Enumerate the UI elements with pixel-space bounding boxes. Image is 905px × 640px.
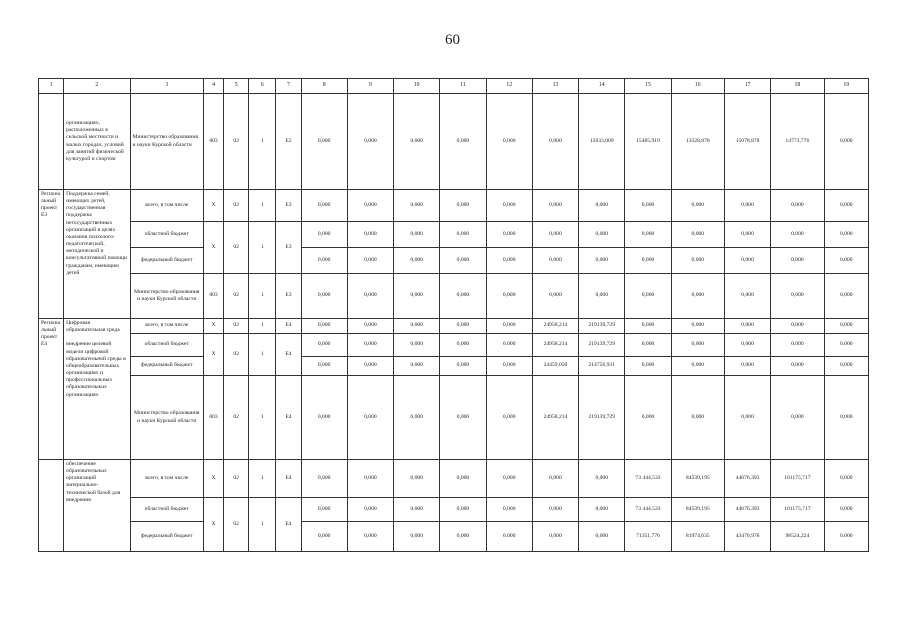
column-header: 16	[671, 79, 724, 94]
table-row	[39, 319, 869, 334]
table-cell: 02	[224, 94, 249, 190]
activity-description: обеспечение образовательных организаций материально-технической базой для внедрения	[64, 460, 130, 552]
table-cell: 0,000	[724, 376, 770, 460]
table-row	[39, 222, 869, 248]
table-cell: 0,000	[394, 190, 440, 222]
table-cell: 0,000	[486, 498, 532, 522]
table-cell: 0,000	[347, 248, 393, 274]
table-cell: 0,000	[579, 248, 625, 274]
table-cell: 0,000	[440, 94, 486, 190]
column-header: 9	[347, 79, 393, 94]
table-cell: 0,000	[579, 522, 625, 552]
table-cell: 0,000	[532, 274, 578, 319]
empty-cell	[39, 460, 64, 552]
table-cell: 0,000	[532, 460, 578, 498]
table-row	[39, 274, 869, 319]
table-row	[39, 357, 869, 376]
table-cell: 0,000	[440, 319, 486, 334]
table-row	[39, 460, 869, 498]
table-cell: 0,000	[724, 274, 770, 319]
table-cell: Е3	[276, 222, 301, 274]
table-cell: 214756,931	[579, 357, 625, 376]
table-cell: 0,000	[625, 274, 671, 319]
table-cell: 0,000	[724, 222, 770, 248]
table-cell: 98524,224	[771, 522, 824, 552]
table-cell: 101175,717	[771, 498, 824, 522]
table-cell: 0,000	[824, 222, 868, 248]
table-cell: 02	[224, 460, 249, 498]
table-cell: 0,000	[724, 248, 770, 274]
table-cell: 0,000	[771, 319, 824, 334]
table-cell: 0,000	[824, 460, 868, 498]
table-cell: 0,000	[347, 376, 393, 460]
table-row	[39, 498, 869, 522]
table-cell: 0,000	[771, 334, 824, 357]
table-cell: 219139,729	[579, 334, 625, 357]
table-cell: 1	[249, 376, 276, 460]
table-cell: 84539,195	[671, 498, 724, 522]
row-label: федеральный бюджет	[130, 248, 203, 274]
table-cell: 0,000	[579, 190, 625, 222]
table-cell: 0,000	[301, 460, 347, 498]
table-cell: 101175,717	[771, 460, 824, 498]
table-cell: X	[203, 498, 223, 552]
table-cell: 02	[224, 319, 249, 334]
table-cell: 0,000	[301, 357, 347, 376]
table-cell: 0,000	[486, 94, 532, 190]
table-cell: 0,000	[347, 357, 393, 376]
table-cell: 24958,214	[532, 376, 578, 460]
table-cell: 0,000	[394, 498, 440, 522]
table-cell: 0,000	[824, 334, 868, 357]
column-header: 17	[724, 79, 770, 94]
column-header: 14	[579, 79, 625, 94]
table-cell: 0,000	[724, 319, 770, 334]
table-cell: Е2	[276, 94, 301, 190]
table-cell: 13328,878	[671, 94, 724, 190]
column-header: 10	[394, 79, 440, 94]
row-label: всего, в том числе	[130, 460, 203, 498]
table-cell: 0,000	[347, 222, 393, 248]
table-cell: 0,000	[671, 319, 724, 334]
table-cell: 0,000	[347, 190, 393, 222]
table-cell: 0,000	[301, 94, 347, 190]
table-cell: Е4	[276, 334, 301, 376]
table-cell: 0,000	[532, 248, 578, 274]
table-cell: 1	[249, 334, 276, 376]
column-header: 7	[276, 79, 301, 94]
table-cell: 0,000	[579, 498, 625, 522]
table-cell: 0,000	[824, 357, 868, 376]
column-header: 6	[249, 79, 276, 94]
table-cell: 24958,214	[532, 334, 578, 357]
table-cell: 43470,976	[724, 522, 770, 552]
table-cell: 0,000	[625, 376, 671, 460]
table-cell: 0,000	[771, 222, 824, 248]
table-cell: 0,000	[771, 376, 824, 460]
column-header: 4	[203, 79, 223, 94]
table-row	[39, 376, 869, 460]
table-cell: 0,000	[486, 319, 532, 334]
table-cell: 0,000	[347, 522, 393, 552]
table-cell: 0,000	[824, 522, 868, 552]
table-cell: 84539,195	[671, 460, 724, 498]
table-cell: 0,000	[440, 376, 486, 460]
row-label: областной бюджет	[130, 222, 203, 248]
table-cell: 0,000	[671, 222, 724, 248]
table-cell: 1	[249, 460, 276, 498]
table-cell: 0,000	[440, 357, 486, 376]
table-cell: 0,000	[486, 222, 532, 248]
table-cell: 0,000	[394, 460, 440, 498]
table-cell: 0,000	[824, 498, 868, 522]
row-label: федеральный бюджет	[130, 522, 203, 552]
table-cell: 0,000	[301, 334, 347, 357]
table-cell: 0,000	[824, 190, 868, 222]
table-cell: 0,000	[625, 357, 671, 376]
table-cell: Е4	[276, 319, 301, 334]
table-cell: 0,000	[486, 376, 532, 460]
table-cell: 0,000	[671, 357, 724, 376]
empty-cell	[39, 94, 64, 190]
table-cell: 0,000	[394, 522, 440, 552]
table-cell: 0,000	[301, 319, 347, 334]
table-cell: 0,000	[671, 334, 724, 357]
table-cell: 73 444,533	[625, 460, 671, 498]
table-cell: 24459,050	[532, 357, 578, 376]
column-header: 11	[440, 79, 486, 94]
table-cell: 02	[224, 222, 249, 274]
column-header: 5	[224, 79, 249, 94]
table-cell: 0,000	[394, 222, 440, 248]
table-cell: Е4	[276, 460, 301, 498]
column-header: 2	[64, 79, 130, 94]
row-label: федеральный бюджет	[130, 357, 203, 376]
table-cell: 44676,393	[724, 460, 770, 498]
column-header: 1	[39, 79, 64, 94]
table-cell: Министерство образования и науки Курской области	[130, 94, 203, 190]
table-cell: 0,000	[625, 190, 671, 222]
table-cell: 0,000	[394, 334, 440, 357]
table-cell: 12633,009	[579, 94, 625, 190]
table-cell: 1	[249, 222, 276, 274]
table-cell: 0,000	[625, 319, 671, 334]
column-header: 3	[130, 79, 203, 94]
table-cell: 0,000	[440, 190, 486, 222]
table-cell: 0,000	[440, 498, 486, 522]
table-cell: 0,000	[579, 222, 625, 248]
row-label: всего, в том числе	[130, 319, 203, 334]
table-cell: 0,000	[486, 248, 532, 274]
table-cell: 0,000	[824, 248, 868, 274]
table-cell: 15485,919	[625, 94, 671, 190]
table-cell: 0,000	[394, 357, 440, 376]
table-cell: 0,000	[824, 94, 868, 190]
table-cell: 0,000	[347, 94, 393, 190]
table-cell: 0,000	[301, 274, 347, 319]
page-number: 60	[445, 32, 460, 48]
project-name: Региональный проект Е3	[39, 190, 64, 319]
table-cell: 1	[249, 319, 276, 334]
row-label: Министерство образования и науки Курской области	[130, 274, 203, 319]
column-header: 15	[625, 79, 671, 94]
table-cell: 0,000	[671, 190, 724, 222]
table-cell: 02	[224, 498, 249, 552]
table-cell: 0,000	[440, 248, 486, 274]
column-header: 13	[532, 79, 578, 94]
table-row	[39, 94, 869, 190]
table-cell: 0,000	[394, 319, 440, 334]
table-cell: 0,000	[486, 357, 532, 376]
table-cell: 0,000	[771, 248, 824, 274]
table-cell: 44676,393	[724, 498, 770, 522]
table-cell: Е3	[276, 190, 301, 222]
table-cell: X	[203, 190, 223, 222]
table-cell: 0,000	[486, 522, 532, 552]
table-row	[39, 190, 869, 222]
activity-description: Цифровая образовательная среда внедрение целевой модели цифровой образовательной среды в общеобразовательных организациях и профессиональных образовательных организациях	[64, 319, 130, 460]
table-cell: 0,000	[486, 274, 532, 319]
table-cell: 0,000	[579, 460, 625, 498]
table-cell: Е4	[276, 376, 301, 460]
table-cell: 803	[203, 274, 223, 319]
table-cell: X	[203, 460, 223, 498]
row-label: Министерство образования и науки Курской области	[130, 376, 203, 460]
table-cell: 0,000	[486, 190, 532, 222]
table-cell: X	[203, 319, 223, 334]
table-cell: 0,000	[625, 334, 671, 357]
table-cell: 219139,729	[579, 376, 625, 460]
table-cell: 1	[249, 498, 276, 552]
table-cell: 0,000	[301, 522, 347, 552]
table-cell: 0,000	[486, 334, 532, 357]
table-cell: 0,000	[301, 498, 347, 522]
table-cell: 803	[203, 94, 223, 190]
table-cell: 0,000	[301, 222, 347, 248]
table-cell: 0,000	[724, 334, 770, 357]
table-cell: 02	[224, 190, 249, 222]
table-cell: 0,000	[824, 376, 868, 460]
table-cell: 0,000	[532, 498, 578, 522]
table-cell: 0,000	[824, 274, 868, 319]
table-cell: 0,000	[394, 94, 440, 190]
table-cell: 02	[224, 274, 249, 319]
table-cell: 1	[249, 274, 276, 319]
table-cell: Е3	[276, 274, 301, 319]
table-cell: 02	[224, 376, 249, 460]
table-cell: 0,000	[347, 334, 393, 357]
table-row	[39, 334, 869, 357]
table-cell: 0,000	[440, 522, 486, 552]
table-cell: 0,000	[532, 522, 578, 552]
table-cell: 219139,729	[579, 319, 625, 334]
table-cell: 0,000	[440, 334, 486, 357]
table-cell: 0,000	[440, 222, 486, 248]
table-cell: 0,000	[301, 248, 347, 274]
table-cell: 71351,776	[625, 522, 671, 552]
table-cell: 0,000	[579, 274, 625, 319]
project-name: Региональный проект Е4	[39, 319, 64, 460]
table-cell: 0,000	[301, 190, 347, 222]
budget-table	[38, 78, 869, 552]
table-cell: 15078,878	[724, 94, 770, 190]
table-cell: 1	[249, 94, 276, 190]
table-cell: 0,000	[440, 274, 486, 319]
table-cell: 0,000	[671, 248, 724, 274]
table-cell: 0,000	[671, 376, 724, 460]
table-cell: 0,000	[771, 357, 824, 376]
column-header: 12	[486, 79, 532, 94]
table-cell: 02	[224, 334, 249, 376]
table-cell: 0,000	[532, 222, 578, 248]
table-cell: 0,000	[771, 190, 824, 222]
table-cell: 803	[203, 376, 223, 460]
row-label: всего, в том числе	[130, 190, 203, 222]
table-cell: 1	[249, 190, 276, 222]
table-cell: 14773,776	[771, 94, 824, 190]
table-cell: 0,000	[625, 222, 671, 248]
table-cell: 0,000	[625, 248, 671, 274]
table-cell: X	[203, 334, 223, 376]
table-cell: 0,000	[771, 274, 824, 319]
column-header: 18	[771, 79, 824, 94]
table-cell: 81974,635	[671, 522, 724, 552]
table-cell: 0,000	[724, 357, 770, 376]
table-cell: 73 444,533	[625, 498, 671, 522]
table-cell: Е4	[276, 498, 301, 552]
table-cell: 0,000	[347, 498, 393, 522]
table-cell: 0,000	[824, 319, 868, 334]
table-row	[39, 522, 869, 552]
table-cell: 24958,214	[532, 319, 578, 334]
table-cell: 0,000	[347, 274, 393, 319]
table-cell: X	[203, 222, 223, 274]
table-row	[39, 248, 869, 274]
table-cell: 0,000	[301, 376, 347, 460]
table-cell: 0,000	[724, 190, 770, 222]
table-cell: 0,000	[347, 460, 393, 498]
table-cell: 0,000	[394, 248, 440, 274]
column-header: 8	[301, 79, 347, 94]
row-label: областной бюджет	[130, 498, 203, 522]
activity-description: Поддержка семей, имеющих детей, государственная поддержка негосударственных организаций в целях оказания психолого-педагогической, методической и консультативной помощи гражданам, имеющим детей	[64, 190, 130, 319]
table-cell: 0,000	[671, 274, 724, 319]
table-cell: 0,000	[394, 274, 440, 319]
table-cell: 0,000	[532, 190, 578, 222]
table-cell: 0,000	[347, 319, 393, 334]
column-header: 19	[824, 79, 868, 94]
table-cell: 0,000	[486, 460, 532, 498]
table-cell: 0,000	[394, 376, 440, 460]
header-row	[39, 79, 869, 94]
table-cell: 0,000	[440, 460, 486, 498]
activity-description: организациях, расположенных в сельской местности и малых городах, условий для занятий физической культурой и спортом	[64, 94, 130, 190]
table-cell: 0,000	[532, 94, 578, 190]
row-label: областной бюджет	[130, 334, 203, 357]
